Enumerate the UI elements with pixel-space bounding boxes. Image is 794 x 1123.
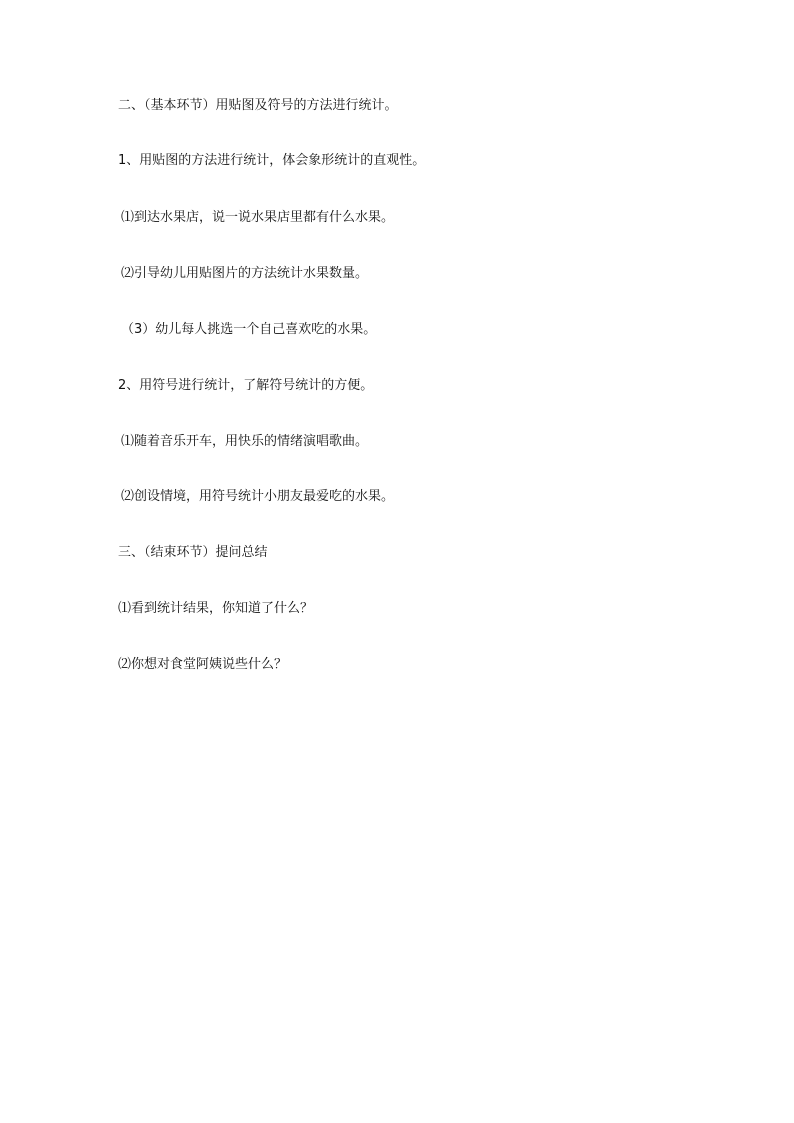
list-item-fruit-shop: ⑴到达水果店，说一说水果店里都有什么水果。: [121, 210, 395, 225]
list-item-favorite-fruit: ⑵创设情境，用符号统计小朋友最爱吃的水果。: [121, 489, 395, 504]
list-item-music-drive: ⑴随着音乐开车，用快乐的情绪演唱歌曲。: [121, 434, 369, 449]
step-heading-sticker-stats: 1、用贴图的方法进行统计，体会象形统计的直观性。: [118, 153, 426, 168]
step-heading-symbol-stats: 2、用符号进行统计，了解符号统计的方便。: [118, 378, 374, 393]
list-item-choose-fruit: （3）幼儿每人挑选一个自己喜欢吃的水果。: [121, 322, 377, 337]
section-heading-conclusion: 三、（结束环节）提问总结: [118, 545, 268, 560]
question-stats-result: ⑴看到统计结果，你知道了什么？: [118, 601, 314, 616]
question-canteen-auntie: ⑵你想对食堂阿姨说些什么？: [118, 657, 288, 672]
list-item-sticker-count: ⑵引导幼儿用贴图片的方法统计水果数量。: [121, 266, 369, 281]
section-heading-basic: 二、（基本环节）用贴图及符号的方法进行统计。: [118, 98, 398, 113]
